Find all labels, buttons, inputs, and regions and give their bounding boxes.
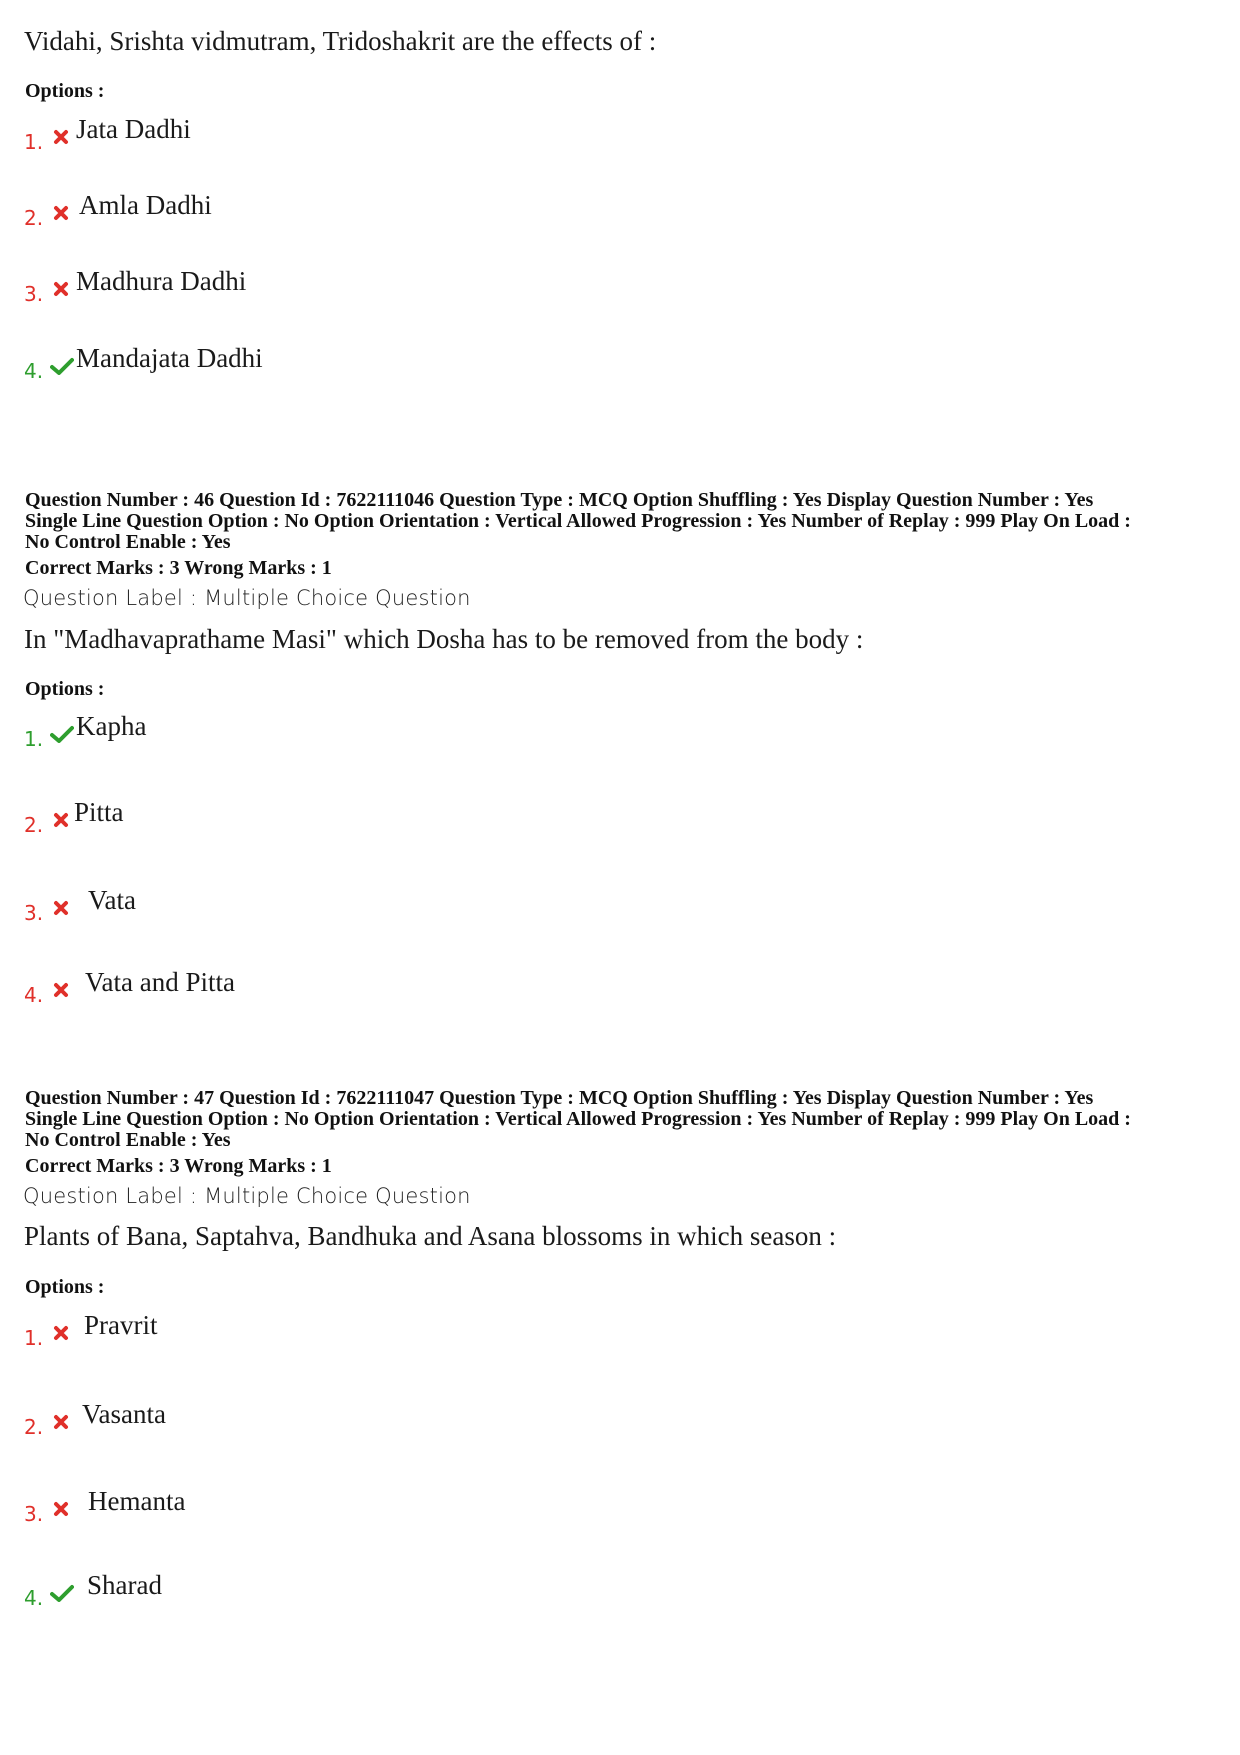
metadata-line: Single Line Question Option : No Option Orientation : Vertical Allowed Progression : Yes Number of Replay : 999 Play On Load : <box>25 1108 1131 1130</box>
metadata-line: Question Number : 47 Question Id : 7622111047 Question Type : MCQ Option Shuffling : Yes Display Question Number : Yes <box>25 1087 1094 1109</box>
option-text: Vasanta <box>82 1399 166 1429</box>
option-number: 3. <box>24 901 44 925</box>
option-text: Vata <box>88 885 136 915</box>
question-label: Question Label : Multiple Choice Question <box>23 586 471 610</box>
options-label: Options : <box>25 678 105 700</box>
option-text: Mandajata Dadhi <box>76 343 263 373</box>
question-metadata <box>25 1088 1220 1151</box>
option-text: Kapha <box>76 711 147 741</box>
option-text: Pravrit <box>84 1310 158 1340</box>
question-metadata <box>25 490 1220 553</box>
check-icon <box>50 725 74 743</box>
option-number: 2. <box>24 206 44 230</box>
cross-icon <box>52 981 70 999</box>
option-number: 1. <box>24 727 44 751</box>
metadata-line: Single Line Question Option : No Option Orientation : Vertical Allowed Progression : Yes Number of Replay : 999 Play On Load : <box>25 510 1131 532</box>
option-text: Madhura Dadhi <box>76 266 247 296</box>
option-text: Sharad <box>87 1570 162 1600</box>
question-stem: Vidahi, Srishta vidmutram, Tridoshakrit are the effects of : <box>24 26 657 56</box>
cross-icon <box>52 204 70 222</box>
metadata-line: Question Number : 46 Question Id : 7622111046 Question Type : MCQ Option Shuffling : Yes Display Question Number : Yes <box>25 489 1094 511</box>
option-number: 1. <box>24 130 44 154</box>
marks-info: Correct Marks : 3 Wrong Marks : 1 <box>25 557 332 579</box>
cross-icon <box>52 811 70 829</box>
option-number: 2. <box>24 1415 44 1439</box>
option-number: 1. <box>24 1326 44 1350</box>
metadata-line: No Control Enable : Yes <box>25 1129 231 1151</box>
cross-icon <box>52 1500 70 1518</box>
metadata-line: No Control Enable : Yes <box>25 531 231 553</box>
option-number: 3. <box>24 282 44 306</box>
question-stem: In "Madhavaprathame Masi" which Dosha has to be removed from the body : <box>24 624 864 654</box>
option-number: 4. <box>24 983 44 1007</box>
cross-icon <box>52 899 70 917</box>
option-text: Hemanta <box>88 1486 186 1516</box>
options-label: Options : <box>25 80 105 102</box>
cross-icon <box>52 280 70 298</box>
option-text: Amla Dadhi <box>79 190 212 220</box>
option-number: 3. <box>24 1502 44 1526</box>
cross-icon <box>52 1324 70 1342</box>
check-icon <box>50 357 74 375</box>
cross-icon <box>52 1413 70 1431</box>
option-number: 4. <box>24 359 44 383</box>
option-text: Jata Dadhi <box>76 114 191 144</box>
option-text: Pitta <box>74 797 124 827</box>
option-number: 2. <box>24 813 44 837</box>
marks-info: Correct Marks : 3 Wrong Marks : 1 <box>25 1155 332 1177</box>
option-number: 4. <box>24 1586 44 1610</box>
options-label: Options : <box>25 1276 105 1298</box>
question-label: Question Label : Multiple Choice Question <box>23 1184 471 1208</box>
check-icon <box>50 1584 74 1602</box>
question-stem: Plants of Bana, Saptahva, Bandhuka and Asana blossoms in which season : <box>24 1221 837 1251</box>
option-text: Vata and Pitta <box>85 967 235 997</box>
cross-icon <box>52 128 70 146</box>
